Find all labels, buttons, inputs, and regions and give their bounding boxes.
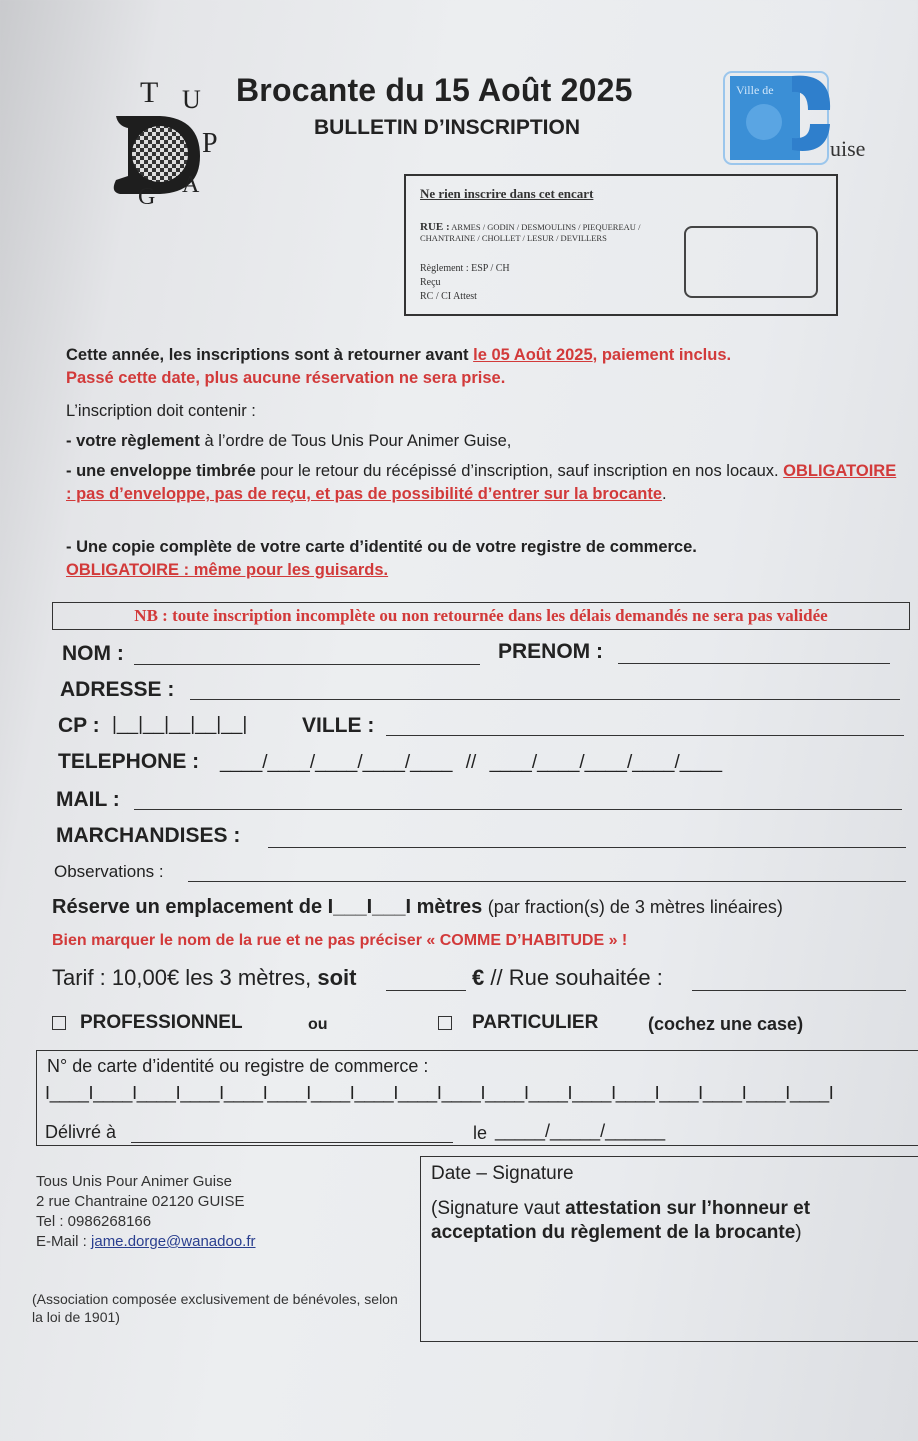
item-envelope-text: pour le retour du récépissé d’inscription, sauf inscription en nos locaux.: [255, 462, 784, 480]
tarif-amount-field[interactable]: [386, 990, 466, 991]
le-label: le: [473, 1123, 488, 1143]
nom-label: NOM :: [62, 642, 124, 665]
rue-values: ARMES / GODIN / DESMOULINS / PIEQUEREAU / CHANTRAINE / CHOLLET / LESUR / DEVILLERS: [420, 222, 641, 243]
telephone-part2: ____/____/____/____/____: [489, 752, 723, 773]
association-logo: [108, 76, 238, 206]
svg-text:G: G: [138, 184, 156, 206]
signature-text-c: ): [795, 1222, 802, 1243]
encart-rue: [420, 222, 690, 244]
city-logo: [722, 70, 882, 168]
professionnel-label: PROFESSIONNEL: [80, 1012, 243, 1033]
identity-section: [36, 1050, 918, 1146]
item-payment-text: à l’ordre de Tous Unis Pour Animer Guise,: [199, 432, 512, 450]
svg-text:U: U: [182, 85, 201, 114]
org-address: 2 rue Chantraine 02120 GUISE: [36, 1193, 245, 1210]
svg-text:P: P: [202, 128, 218, 159]
date-field[interactable]: _____/_____/______: [495, 1121, 666, 1141]
page-title: Brocante du 15 Août 2025: [236, 72, 633, 108]
telephone-field[interactable]: [220, 752, 722, 774]
contain-heading: L’inscription doit contenir :: [66, 402, 256, 420]
item-payment: [66, 430, 898, 453]
item-envelope-bold: - une enveloppe timbrée: [66, 462, 256, 480]
particulier-label: PARTICULIER: [472, 1012, 599, 1033]
cochez-note: (cochez une case): [648, 1014, 804, 1034]
delivre-label: Délivré à: [45, 1122, 117, 1142]
cp-field[interactable]: |__|__|__|__|__|: [112, 714, 248, 735]
ou-label: ou: [308, 1016, 328, 1033]
ville-label: VILLE :: [302, 714, 375, 737]
recu-line: Reçu: [420, 277, 441, 288]
item-envelope-warning: OBLIGATOIRE : pas d’enveloppe, pas de reçu, et pas de possibilité d’entrer sur la brocante: [66, 462, 897, 503]
telephone-label: TELEPHONE :: [58, 750, 200, 773]
emplacement-label: Réserve un emplacement de I___I___I mètres: [52, 896, 483, 918]
svg-text:uise: uise: [830, 136, 866, 161]
association-note: (Association composée exclusivement de bénévoles, selon la loi de 1901): [32, 1291, 398, 1325]
item-payment-bold: - votre règlement: [66, 432, 200, 450]
signature-box[interactable]: [420, 1156, 918, 1342]
signature-text-a: (Signature vaut: [431, 1198, 566, 1219]
org-name: Tous Unis Pour Animer Guise: [36, 1173, 232, 1190]
reglement-line: Règlement : ESP / CH: [420, 263, 510, 274]
observations-label: Observations :: [54, 862, 164, 881]
tarif-soit: soit: [317, 965, 357, 990]
encart-reglement: [420, 262, 510, 304]
cp-label: CP :: [58, 714, 100, 737]
org-phone: Tel : 0986268166: [36, 1213, 152, 1230]
deadline-warning: Passé cette date, plus aucune réservation ne sera prise.: [66, 369, 506, 387]
particulier-checkbox[interactable]: [438, 1016, 452, 1030]
deadline-text: Cette année, les inscriptions sont à retourner avant: [66, 346, 474, 364]
item-identity-bold: - Une copie complète de votre carte d’identité ou de votre registre de commerce.: [66, 538, 697, 556]
email-link[interactable]: jame.dorge@wanadoo.fr: [91, 1233, 256, 1250]
encart-stamp-box: [684, 226, 818, 298]
encart-heading: Ne rien inscrire dans cet encart: [420, 186, 594, 201]
item-identity-warning: OBLIGATOIRE : même pour les guisards.: [66, 561, 389, 579]
adresse-label: ADRESSE :: [60, 678, 175, 701]
signature-text-b: attestation sur l’honneur et acceptation du règlement de la brocante: [431, 1198, 811, 1243]
professionnel-checkbox[interactable]: [52, 1016, 66, 1030]
emplacement-note: (par fraction(s) de 3 mètres linéaires): [487, 897, 783, 917]
signature-title: Date – Signature: [431, 1163, 574, 1184]
office-use-box: [404, 174, 838, 316]
marchandises-field[interactable]: [268, 847, 906, 848]
page-subtitle: BULLETIN D’INSCRIPTION: [314, 116, 580, 139]
observations-field[interactable]: [188, 881, 906, 882]
emplacement-row: [52, 896, 783, 919]
delivre-field[interactable]: [131, 1142, 453, 1143]
tarif-row: [52, 965, 356, 991]
marchandises-label: MARCHANDISES :: [56, 824, 241, 847]
svg-text:Ville de: Ville de: [736, 83, 774, 97]
telephone-part1: ____/____/____/____/____: [220, 752, 453, 773]
item-envelope: [66, 460, 898, 506]
email-label: E-Mail :: [36, 1233, 92, 1250]
rue-souhaitee-label: // Rue souhaitée :: [484, 965, 663, 990]
deadline-paragraph: [66, 344, 898, 390]
ville-field[interactable]: [386, 735, 904, 736]
nom-field[interactable]: [134, 664, 480, 665]
prenom-field[interactable]: [618, 663, 890, 664]
identity-number-field[interactable]: I____I____I____I____I____I____I____I____I____I____I____I____I____I____I____I____I____I____I: [45, 1083, 834, 1103]
organization-info: [36, 1172, 256, 1252]
rue-souhaitee-row: [472, 965, 663, 991]
mail-label: MAIL :: [56, 788, 120, 811]
signature-statement: [431, 1197, 891, 1245]
deadline-payment: , paiement inclus.: [592, 346, 732, 364]
item-identity: [66, 536, 898, 582]
rue-label: RUE :: [420, 221, 450, 233]
identity-label: N° de carte d’identité ou registre de commerce :: [47, 1056, 429, 1076]
deadline-date: le 05 Août 2025: [473, 346, 593, 364]
adresse-field[interactable]: [190, 699, 900, 700]
item-envelope-end: .: [662, 485, 667, 503]
euro-sign: €: [472, 965, 485, 990]
nb-notice: NB : toute inscription incomplète ou non retournée dans les délais demandés ne sera pas validée: [52, 602, 910, 630]
mail-field[interactable]: [134, 809, 902, 810]
svg-text:A: A: [182, 172, 200, 198]
svg-text:T: T: [140, 76, 159, 109]
telephone-separator: //: [465, 752, 477, 773]
tarif-text: Tarif : 10,00€ les 3 mètres,: [52, 965, 318, 990]
street-warning: Bien marquer le nom de la rue et ne pas préciser « COMME D’HABITUDE » !: [52, 932, 628, 949]
org-email-row: [36, 1232, 256, 1252]
rc-line: RC / CI Attest: [420, 291, 477, 302]
rue-souhaitee-field[interactable]: [692, 990, 906, 991]
prenom-label: PRENOM :: [498, 640, 603, 663]
